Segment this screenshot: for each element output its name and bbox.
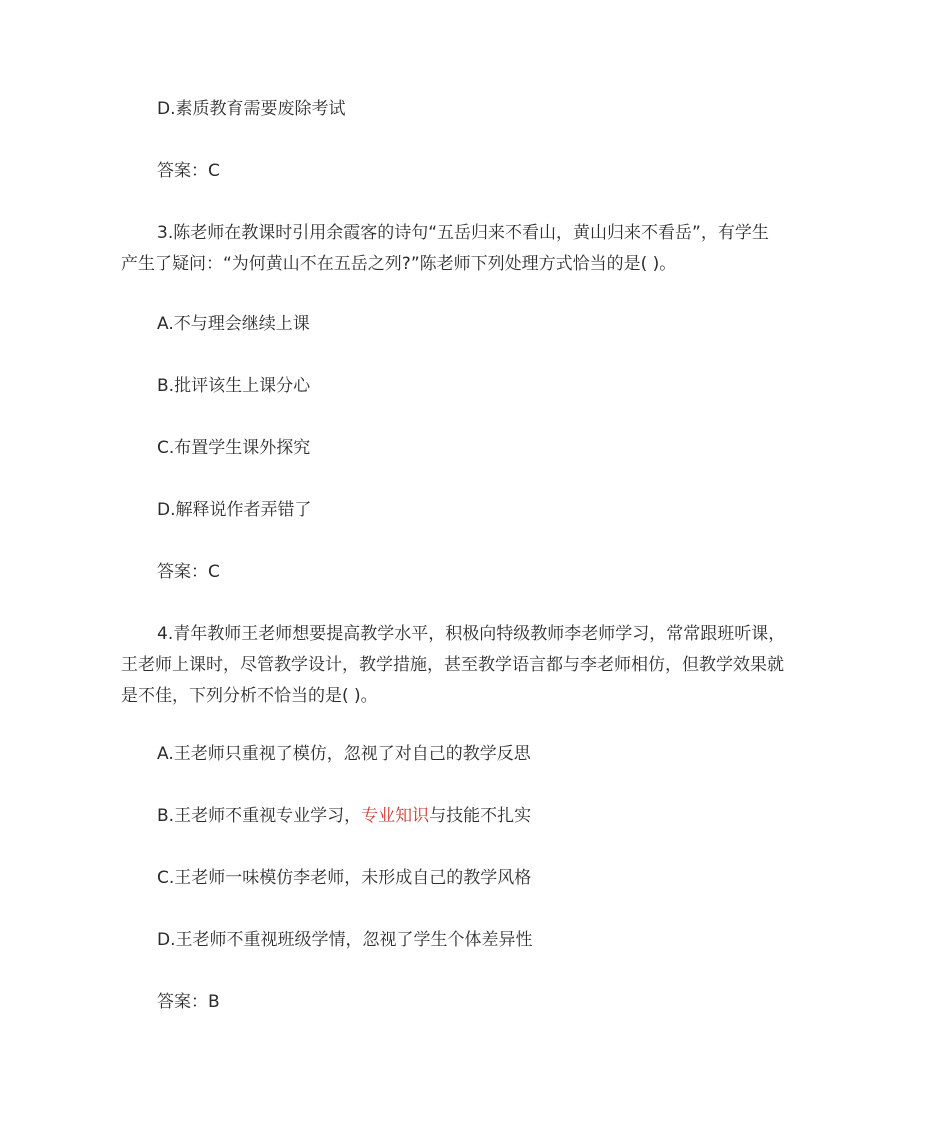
q3-option-a: A.不与理会继续上课 (157, 314, 310, 334)
q4-option-b-prefix: B.王老师不重视专业学习， (157, 806, 362, 826)
q3-option-d: D.解释说作者弄错了 (157, 500, 312, 520)
q3-answer: 答案：C (157, 562, 220, 582)
q3-stem-line2: 产生了疑问：“为何黄山不在五岳之列?”陈老师下列处理方式恰当的是( )。 (121, 254, 677, 274)
q4-option-c: C.王老师一味模仿李老师，未形成自己的教学风格 (157, 868, 532, 888)
q2-option-d: D.素质教育需要废除考试 (157, 99, 346, 119)
q4-stem-line1: 4.青年教师王老师想要提高教学水平，积极向特级教师李老师学习，常常跟班听课， (157, 624, 786, 644)
q4-option-b (121, 801, 869, 832)
q2-answer: 答案：C (157, 161, 220, 181)
q3-stem-line1: 3.陈老师在教课时引用余霞客的诗句“五岳归来不看山，黄山归来不看岳”，有学生 (157, 223, 769, 243)
q4-option-b-suffix: 与技能不扎实 (429, 806, 532, 826)
q3-option-b: B.批评该生上课分心 (157, 376, 311, 396)
professional-knowledge-link[interactable]: 专业知识 (361, 806, 430, 826)
q3-option-c: C.布置学生课外探究 (157, 438, 311, 458)
q4-option-d: D.王老师不重视班级学情，忽视了学生个体差异性 (157, 930, 533, 950)
q4-stem-line2: 王老师上课时，尽管教学设计，教学措施，甚至教学语言都与李老师相仿，但教学效果就 (121, 655, 784, 675)
q4-option-a: A.王老师只重视了模仿，忽视了对自己的教学反思 (157, 744, 531, 764)
q4-answer: 答案：B (157, 992, 220, 1012)
q4-stem-line3: 是不佳，下列分析不恰当的是( )。 (121, 686, 378, 706)
